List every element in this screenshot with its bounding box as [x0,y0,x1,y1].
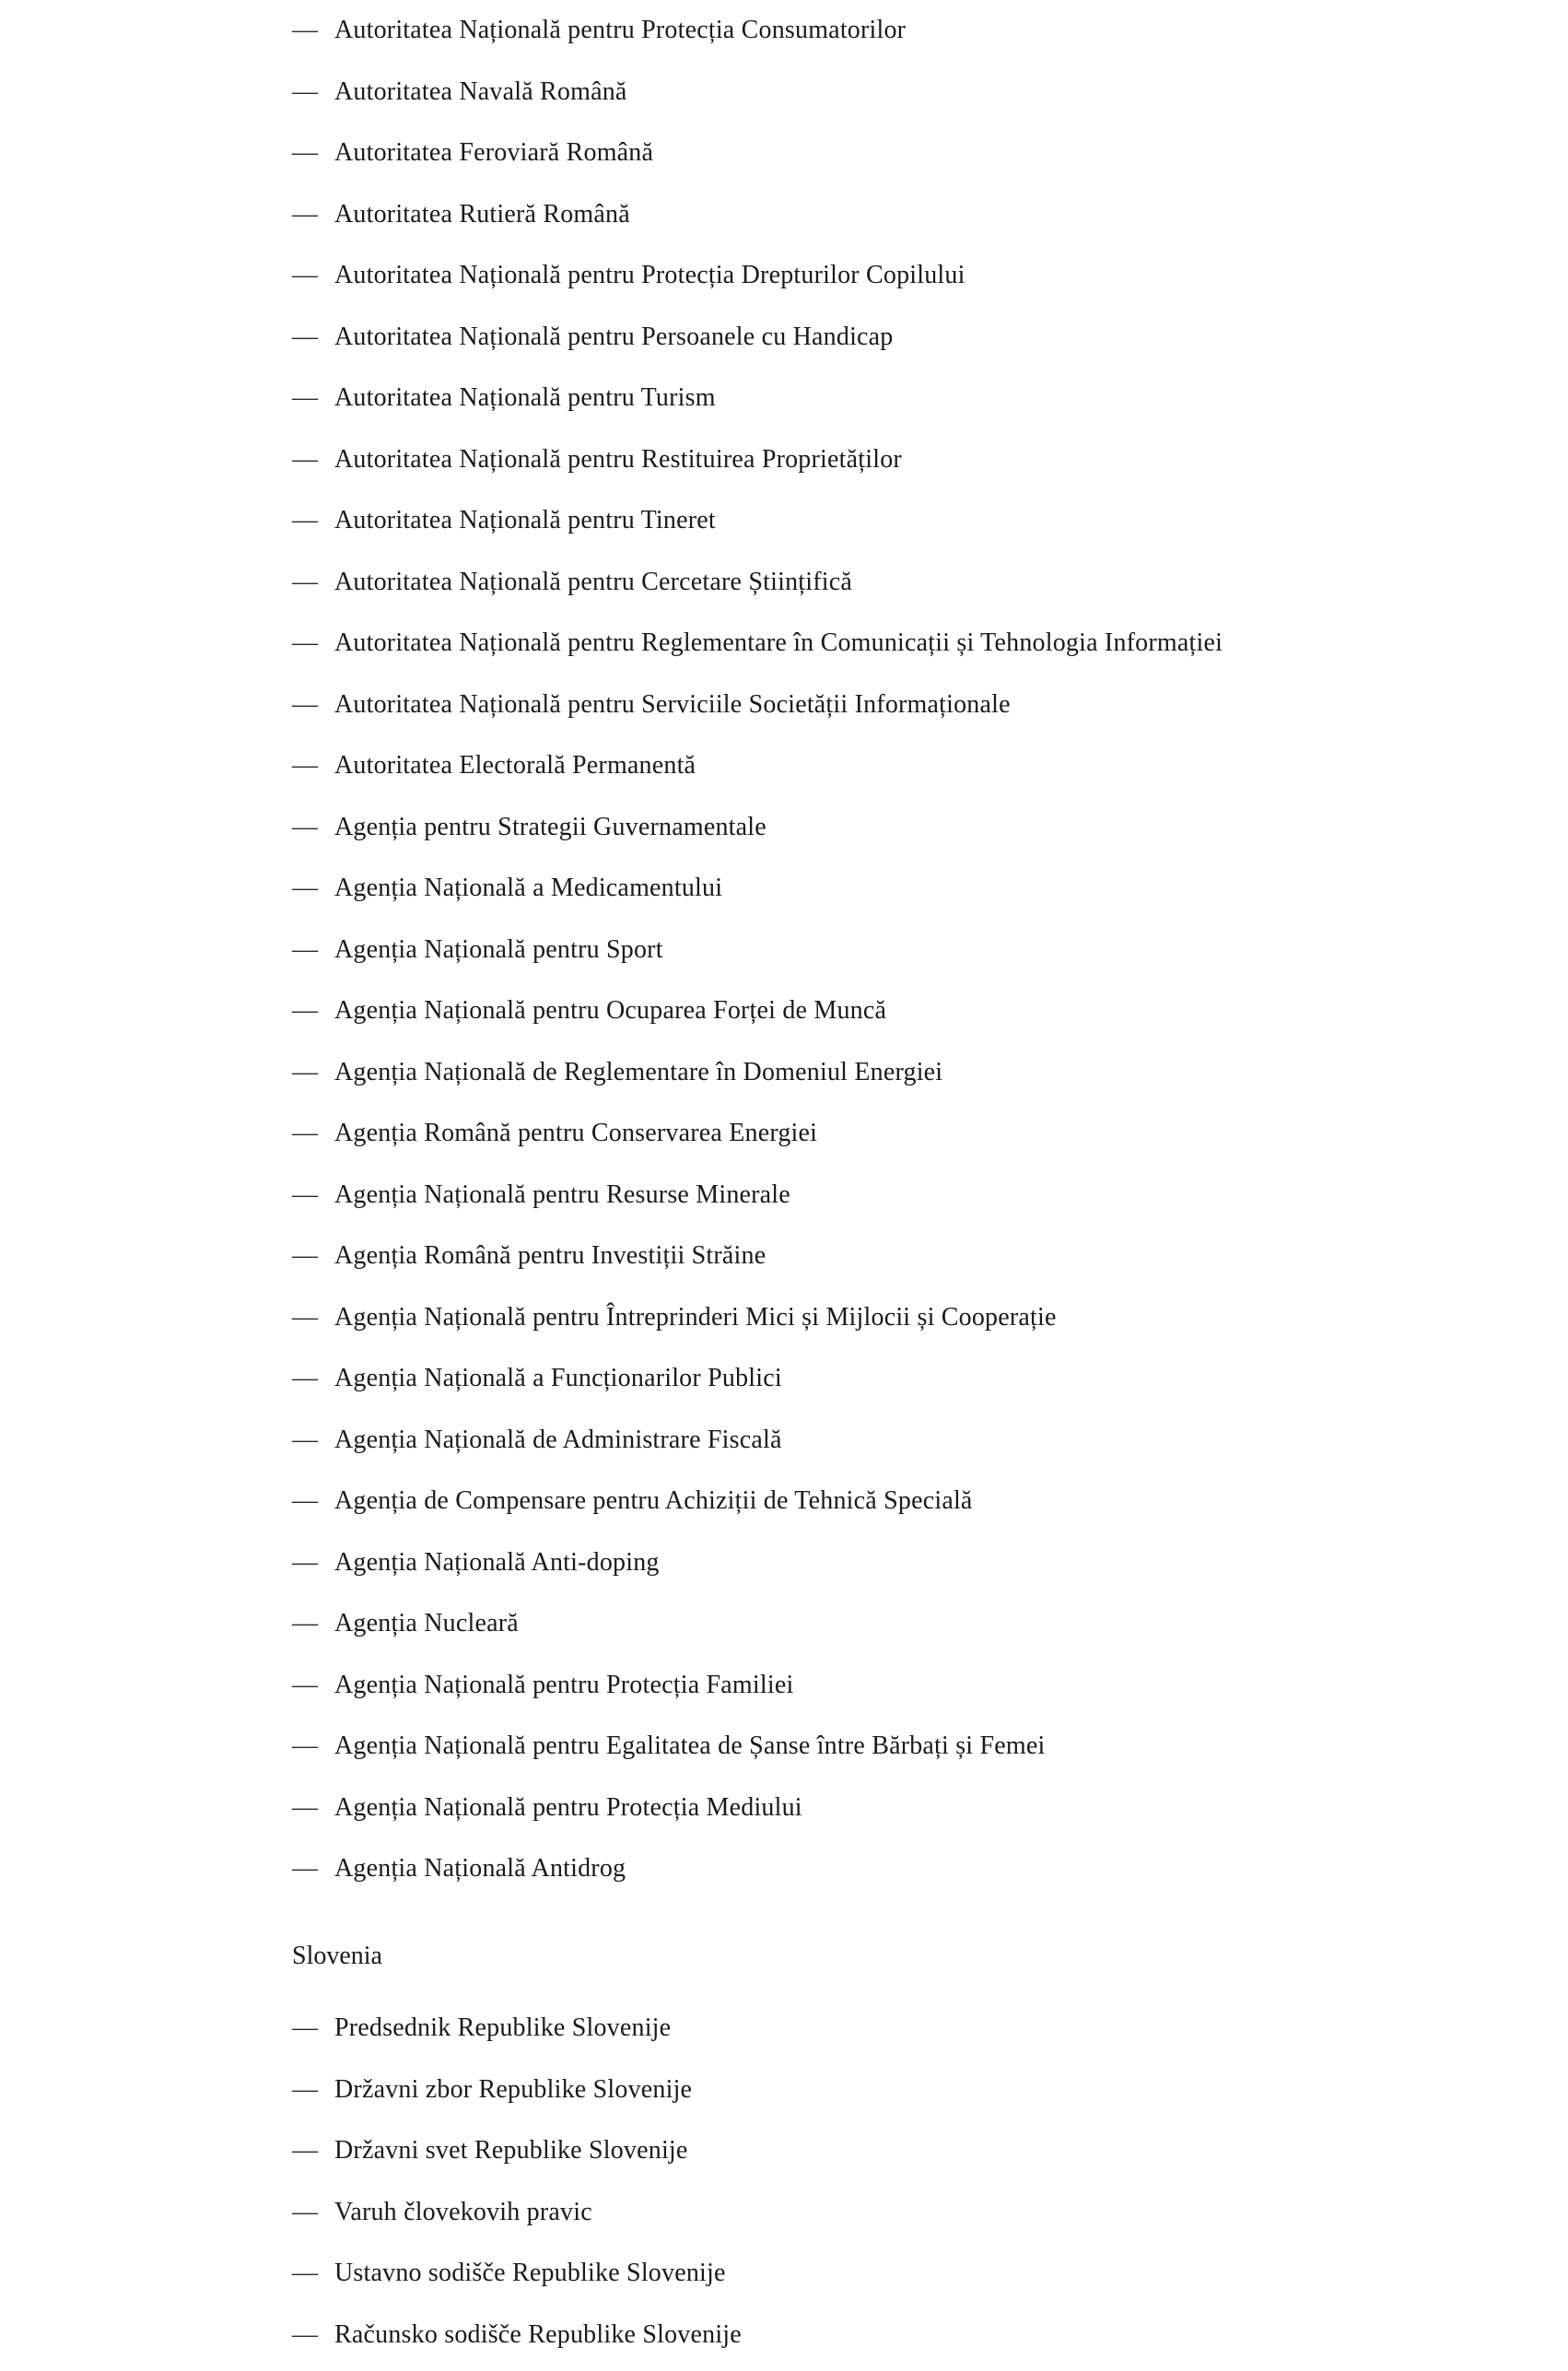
list-item-label: Autoritatea Electorală Permanentă [334,741,696,791]
list-item-label: Autoritatea Rutieră Română [334,190,630,240]
dash-bullet: — [292,435,325,485]
list-item [292,312,1490,374]
list-item-label: Agenția Națională pentru Sport [334,925,663,975]
list-item-label: Autoritatea Națională pentru Tineret [334,496,716,546]
dash-bullet: — [292,251,325,300]
list-item [292,435,1490,497]
list-item [292,1661,1490,1722]
list-item [292,680,1490,742]
slovenia-authorities-list [292,2003,1490,2371]
romania-authorities-list [292,6,1490,1906]
dash-bullet: — [292,925,325,975]
list-item [292,558,1490,619]
list-item [292,496,1490,558]
list-item-label: Autoritatea Națională pentru Protecția Drepturilor Copilului [334,251,965,300]
dash-bullet: — [292,2188,325,2237]
list-item-label: Autoritatea Națională pentru Restituirea Proprietăților [334,435,902,485]
list-item [292,6,1490,67]
list-item [292,986,1490,1048]
list-item-label: Državni zbor Republike Slovenije [334,2065,692,2115]
list-item-label: Državni svet Republike Slovenije [334,2126,688,2176]
dash-bullet: — [292,373,325,423]
dash-bullet: — [292,128,325,178]
list-item-label: Agenția Națională pentru Protecția Familiei [334,1661,793,1710]
dash-bullet: — [292,2126,325,2176]
list-item [292,863,1490,925]
dash-bullet: — [292,2065,325,2115]
list-item-label: Ustavno sodišče Republike Slovenije [334,2248,726,2298]
dash-bullet: — [292,1109,325,1158]
list-item-label: Agenția Națională pentru Protecția Mediului [334,1783,802,1833]
dash-bullet: — [292,1721,325,1771]
list-item-label: Autoritatea Națională pentru Reglementare în Comunicații și Tehnologia Informației [334,618,1223,668]
list-item [292,1048,1490,1109]
list-item [292,1354,1490,1415]
list-item-label: Agenția Nucleară [334,1599,519,1649]
list-item [292,741,1490,803]
list-item [292,2126,1490,2188]
list-item-label: Agenția Națională a Medicamentului [334,863,722,913]
dash-bullet: — [292,986,325,1036]
list-item-label: Agenția Națională pentru Ocuparea Forței de Muncă [334,986,886,1036]
dash-bullet: — [292,741,325,791]
list-item-label: Računsko sodišče Republike Slovenije [334,2310,742,2360]
list-item-label: Agenția de Compensare pentru Achiziții de Tehnică Specială [334,1476,973,1526]
list-item-label: Agenția Națională Antidrog [334,1844,626,1894]
list-item [292,190,1490,252]
dash-bullet: — [292,67,325,117]
dash-bullet: — [292,803,325,852]
list-item-label: Agenția Națională pentru Întreprinderi Mici și Mijlocii și Cooperație [334,1293,1057,1343]
list-item [292,1476,1490,1538]
dash-bullet: — [292,6,325,55]
dash-bullet: — [292,2003,325,2053]
list-item-label: Autoritatea Navală Română [334,67,627,117]
dash-bullet: — [292,558,325,607]
list-item [292,1538,1490,1600]
list-item [292,2310,1490,2371]
list-item [292,1599,1490,1661]
list-item-label: Autoritatea Națională pentru Cercetare Științifică [334,558,852,607]
list-item [292,2248,1490,2310]
dash-bullet: — [292,1476,325,1526]
list-item [292,251,1490,312]
dash-bullet: — [292,496,325,546]
list-item [292,1415,1490,1477]
list-item [292,2003,1490,2065]
list-item-label: Agenția Națională pentru Resurse Minerale [334,1170,790,1220]
dash-bullet: — [292,1048,325,1097]
dash-bullet: — [292,2248,325,2298]
dash-bullet: — [292,1538,325,1588]
dash-bullet: — [292,680,325,730]
list-item-label: Agenția Română pentru Conservarea Energiei [334,1109,817,1158]
list-item [292,67,1490,129]
section-heading-slovenia: Slovenia [292,1931,382,1982]
list-item-label: Predsednik Republike Slovenije [334,2003,671,2053]
list-item [292,1721,1490,1783]
list-item [292,128,1490,190]
list-item [292,2188,1490,2249]
dash-bullet: — [292,1415,325,1465]
list-item [292,1293,1490,1355]
dash-bullet: — [292,190,325,240]
dash-bullet: — [292,618,325,668]
list-item-label: Autoritatea Națională pentru Turism [334,373,716,423]
list-item-label: Agenția Națională de Administrare Fiscală [334,1415,782,1465]
list-item-label: Autoritatea Națională pentru Protecția Consumatorilor [334,6,906,55]
dash-bullet: — [292,1783,325,1833]
list-item [292,803,1490,864]
list-item-label: Agenția Națională Anti-doping [334,1538,660,1588]
dash-bullet: — [292,1599,325,1649]
list-item-label: Agenția Națională a Funcționarilor Publici [334,1354,782,1403]
list-item [292,1783,1490,1845]
list-item [292,925,1490,987]
list-item-label: Autoritatea Națională pentru Serviciile Societății Informaționale [334,680,1011,730]
list-item [292,1109,1490,1170]
list-item-label: Agenția Națională de Reglementare în Domeniul Energiei [334,1048,942,1097]
list-item-label: Autoritatea Națională pentru Persoanele cu Handicap [334,312,894,362]
dash-bullet: — [292,1170,325,1220]
list-item [292,618,1490,680]
dash-bullet: — [292,863,325,913]
list-item [292,1170,1490,1232]
list-item-label: Autoritatea Feroviară Română [334,128,653,178]
list-item-label: Agenția Română pentru Investiții Străine [334,1231,766,1281]
list-item [292,373,1490,435]
list-item [292,1231,1490,1293]
dash-bullet: — [292,312,325,362]
dash-bullet: — [292,1354,325,1403]
dash-bullet: — [292,1293,325,1343]
list-item [292,1844,1490,1906]
dash-bullet: — [292,2310,325,2360]
list-item [292,2065,1490,2127]
dash-bullet: — [292,1231,325,1281]
dash-bullet: — [292,1661,325,1710]
list-item-label: Agenția Națională pentru Egalitatea de Șanse între Bărbați și Femei [334,1721,1045,1771]
list-item-label: Agenția pentru Strategii Guvernamentale [334,803,766,852]
dash-bullet: — [292,1844,325,1894]
list-item-label: Varuh človekovih pravic [334,2188,592,2237]
